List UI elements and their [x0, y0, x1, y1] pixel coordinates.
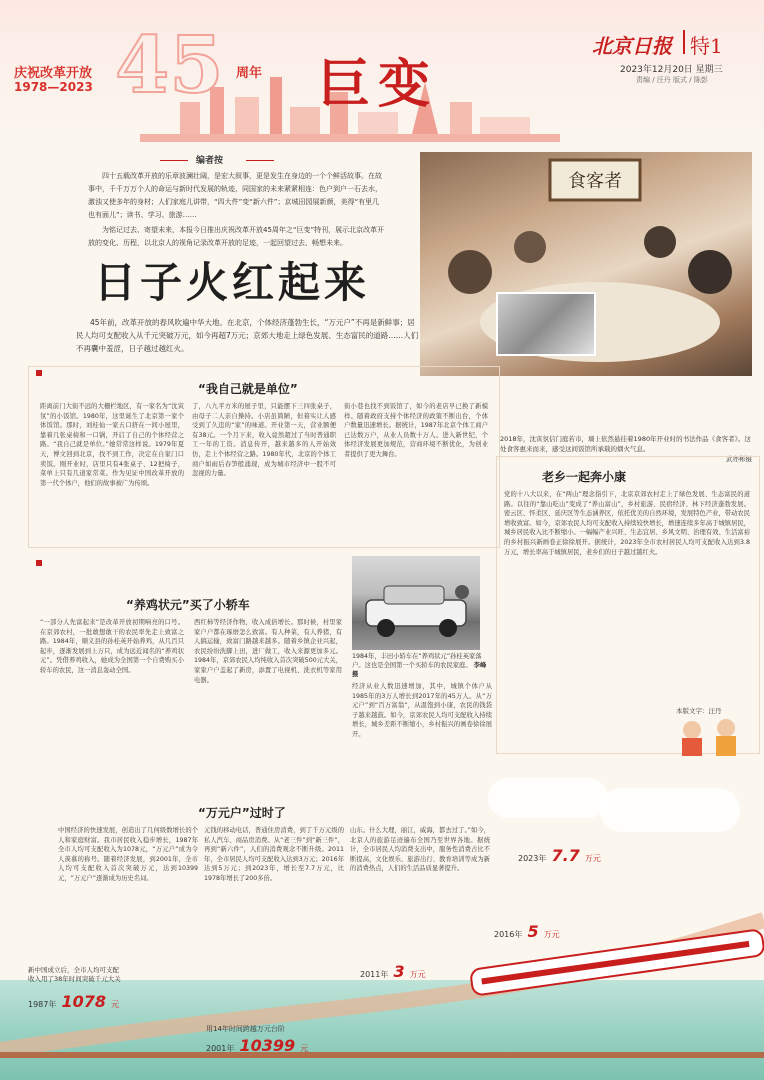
- anniversary-label: 周年: [236, 66, 263, 81]
- editor-note-paragraph: 四十五载改革开放的乐章波澜壮阔，是宏大叙事，更是发生在身边的一个个鲜活故事。在故事中，千千万万个人的命运与新时代发展的轨迹，同国家的未来紧紧相连：色户到户一石去水，激浊又使多年的身材；人们家庭儿讲带，“四大件”变“新六件”；京城田园展新颜，美得“有里几也有面儿”；读书、学习、旅游……: [88, 172, 382, 219]
- section-text-column: 经济从业人数迅速增加，其中，城镇个体户从1985年的3万人增长到2017年的45万人。从“万元户”到“百万富翁”，从温饱到小康，农民的钱袋子越来越鼓。如今，京郊农民人均可支配收入持续增长，城乡差距不断缩小，乡村振兴的画卷徐徐展开。: [352, 683, 492, 738]
- car-photo: [352, 556, 480, 650]
- lead-paragraph: 45年前，改革开放的春风吹遍中华大地。在北京，个体经济蓬勃生长，“万元户”不再是新鲜事；居民人均可支配收入从千元突破万元，如今再超7万元；京郊大地走上绿色发展、生态富民的道路……人们不再囊中羞涩，日子越过越红火。: [76, 318, 419, 353]
- unit-label: 万元: [409, 970, 426, 979]
- value-label: 10399: [239, 1036, 296, 1055]
- section-title: “我自己就是单位”: [198, 382, 298, 396]
- section-text-column: 元钱的移动电话，普通住房消费，到了千万元级的私人汽车、商品房消费。从“老三件”到“新三件”，再到“新六件”，人们的消费观念不断升级。2011年，全市居民人均可支配收入达到3万元；2016年达到5万元；到2023年，增长至7.7万元，比1978年增长了200多倍。: [204, 827, 344, 882]
- unit-label: 万元: [584, 854, 601, 863]
- editor-note-paragraph: 为铭记过去、寄望未来，本报今日推出庆祝改革开放45周年之“巨变”特刊，展示北京改革开放的变化、历程，以北京人的视角记录改革开放的足迹，一起回望过去、畅想未来。: [88, 226, 385, 247]
- divider: [683, 30, 685, 54]
- editor-note-label: 编者按: [196, 156, 224, 166]
- masthead: [0, 0, 764, 150]
- tag-line-1: 庆祝改革开放: [14, 66, 93, 81]
- value-label: 3: [393, 962, 405, 981]
- corner-mark: [36, 370, 42, 376]
- inset-historical-photo: [496, 292, 596, 356]
- divider: [160, 160, 188, 161]
- section-text-column: 了，八九平方米的屋子里，只能摆下三四张桌子，由母子二人亲自操持。小店虽简陋，但着实让人感受到了久违的“家”的味道。开业第一天，营业额便有38元。一个月下来，收入竟然超过了当时普通职工一年的工资。消息传开，越来越多的人开始效仿，走上个体经营之路。1980年代，北京的个体工商户如雨后春笋般涌现，成为城市经济中一股不可忽视的力量。: [192, 403, 336, 478]
- section-title: “万元户”过时了: [198, 806, 286, 820]
- value-label: 1078: [61, 992, 106, 1011]
- income-2011: [360, 962, 426, 981]
- section-text-column: 街小巷也找不到饭馆了，如今的老店早已换了新模样。随着政府支持个体经济的政策不断出台，个体户数量迅速增长。据统计，1987年北京个体工商户已达数万户，从业人员数十万人。进入新世纪，个体经济发展更加规范，营商环境不断优化，为创业者提供了更大舞台。: [344, 403, 488, 458]
- issue-date: 2023年12月20日 星期三: [620, 65, 723, 75]
- note-1987: 新中国成立后，全市人均可支配收入用了38年时间突破千元大关: [28, 966, 121, 983]
- corner-mark: [36, 560, 42, 566]
- section-title: 老乡一起奔小康: [542, 470, 627, 484]
- farmer-illustration: [662, 716, 752, 758]
- year-label: 2001年: [206, 1044, 235, 1053]
- section-text-column: 山东。什么大理，丽江，威海，都去过了。”如今，北京人的旅游足迹遍布全国乃至世界各地。据统计，全市居民人均消费支出中，服务性消费占比不断提高，文化娱乐、旅游出行、教育培训等成为新的消费热点，人们的生活品质显著提升。: [350, 827, 490, 873]
- year-label: 2016年: [494, 930, 523, 939]
- anniversary-number: 45: [115, 20, 224, 111]
- year-label: 1987年: [28, 1000, 57, 1009]
- caption-text: 1984年，丰田小轿车在“养鸡状元”孙桂英家落户。这也是全国第一个买轿车的农民家庭。: [352, 653, 482, 669]
- income-1987: [28, 992, 119, 1011]
- photo-credit: 武亦彬摄: [726, 455, 752, 463]
- tag-line-2: 1978—2023: [14, 80, 93, 94]
- photo-credit: 李峰摄: [352, 662, 487, 678]
- year-label: 2011年: [360, 970, 389, 979]
- cloud-decoration: [488, 778, 608, 818]
- newspaper-logo: 北京日报: [592, 34, 672, 58]
- editor-note: [88, 170, 386, 252]
- year-label: 2023年: [518, 854, 547, 863]
- page-number: 特1: [690, 34, 723, 58]
- divider: [246, 160, 274, 161]
- section-text-column: 党的十八大以来，在“两山”理念指引下，北京京郊农村走上了绿色发展、生态富民的道路。以往的“靠山吃山”变成了“养山富山”，乡村旅游、民宿经济、林下经济蓬勃发展。密云区、怀柔区、延庆区等生态涵养区，依托优美的自然环境，发展特色产业，带动农民增收致富。如今，京郊农民人均可支配收入持续较快增长，增速连续多年高于城镇居民，城乡居民收入比不断缩小。一幅幅产业兴旺、生态宜居、乡风文明、治理有效、生活富裕的乡村振兴新画卷正徐徐展开。据统计，2023年全市农村居民人均可支配收入达到3.8万元，增长率高于城镇居民，老乡们的日子越过越红火。: [504, 491, 750, 556]
- cloud-decoration: [600, 788, 740, 832]
- note-2001: 用14年时间跨越万元台阶: [206, 1025, 285, 1033]
- value-label: 5: [527, 922, 539, 941]
- caption-text: 2018年，沈寅氛信门庭若市，墙上依然悬挂着1980年开业时的书法作品《食客者》。这处食客惠来而来，感受这间饭馆所承载的烟火气息。: [500, 435, 751, 453]
- headline: 日子火红起来: [94, 258, 371, 307]
- editor-credits: 责编 / 汪丹 版式 / 陈彭: [636, 76, 708, 84]
- article-credit: 本版文字：汪丹: [676, 707, 722, 715]
- section-title: “养鸡状元”买了小轿车: [126, 598, 250, 612]
- photo-caption: [352, 652, 490, 679]
- income-2016: [494, 922, 560, 941]
- income-2023: [518, 846, 601, 865]
- section-text-column: 西红柿等经济作物，收入成倍增长。那时候，村里家家户户都在琢磨怎么致富。有人种菜，有人养猪，有人搞运输，致富门路越来越多。随着乡镇企业兴起，农民纷纷洗脚上田，进厂做工，收入来源更加多元。1984年，京郊农民人均纯收入首次突破500元大关，家家户户盖起了新房，添置了电视机、洗衣机等家用电器。: [194, 619, 342, 684]
- section-text-column: 距离前门大街不远的大栅栏地区，有一家名为“沈寅氛”的小饭馆。1980年，这里诞生了北京第一家个体饭馆。那时，刘桂仙一家五口挤在一间小屋里，靠着几张桌椅和一口锅，开启了自己的个体经营之路。“我自己就是单位。”她常常这样说。1979年夏天，博文回到北京，找不到工作，决定在自家门口卖饭。刚开业时，店里只有4张桌子、12把椅子，菜单上只有几道家常菜。作为见证中国改革开放的第一代个体户，他们的故事被广为传颂。: [40, 403, 184, 487]
- income-2001: [206, 1036, 308, 1055]
- car-illustration: [352, 556, 480, 650]
- section-text-column: 中国经济的快速发展，创造出了几何级数增长的个人和家庭财富。我市居民收入稳步增长，1987年全市人均可支配收入为1078元，“万元户”成为令人羡慕的称号。随着经济发展，到2001年，全市人均可支配收入首次突破万元，达到10399元，“万元户”逐渐成为历史名词。: [58, 827, 198, 882]
- unit-label: 元: [300, 1044, 309, 1053]
- unit-label: 元: [111, 1000, 120, 1009]
- special-issue-title: 巨变: [318, 54, 439, 115]
- svg-text:食客者: 食客者: [568, 171, 622, 192]
- unit-label: 万元: [543, 930, 560, 939]
- section-text-column: “一部分人先富起来”是改革开放初期响亮的口号。在京郊农村，一批敢想敢干的农民率先走上致富之路。1984年，顺义县的孙桂英开始养鸡，从几百只起步，逐渐发展到上万只，成为远近闻名的“养鸡状元”。凭借养鸡收入，她成为全国第一个自费购买小轿车的农民，这一消息轰动全国。: [40, 619, 184, 674]
- growth-road-illustration: [0, 900, 764, 1080]
- value-label: 7.7: [551, 846, 580, 865]
